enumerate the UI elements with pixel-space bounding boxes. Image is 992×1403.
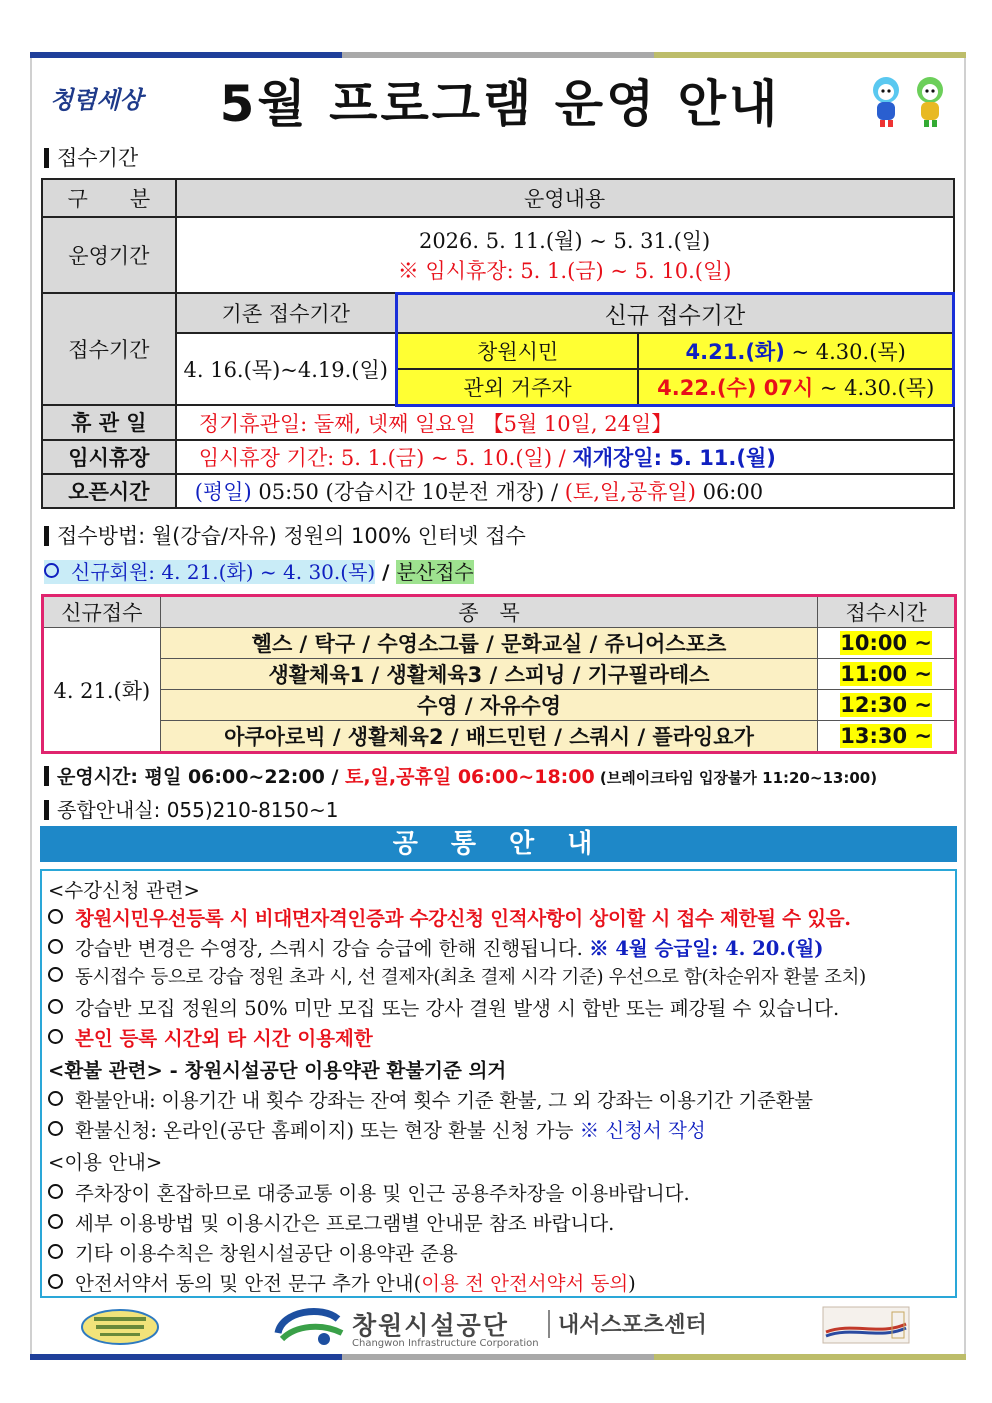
reg-time xyxy=(818,628,956,659)
section-bullet xyxy=(44,800,49,820)
citizen-start: 4.21.(화) xyxy=(685,340,785,364)
outside-period xyxy=(638,369,953,405)
registration-table xyxy=(41,178,955,509)
weekend-hours: 토,일,공휴일 06:00~18:00 xyxy=(345,766,595,788)
promotion-date: ※ 4월 승급일: 4. 20.(월) xyxy=(589,937,824,960)
row-citizen: 창원시민 xyxy=(396,333,638,369)
new-head: 신규 접수기간 xyxy=(396,293,953,333)
temp-cell xyxy=(176,440,954,474)
temp-label: 임시휴장 xyxy=(42,440,176,474)
new-member-line xyxy=(44,556,474,585)
weekend-label: (토,일,공휴일) xyxy=(564,479,696,504)
guide-item-text: 본인 등록 시간외 타 시간 이용제한 xyxy=(75,1027,373,1050)
open-label: 오픈시간 xyxy=(42,474,176,508)
closed-label: 휴 관 일 xyxy=(42,405,176,440)
guide-item xyxy=(48,933,823,961)
divider xyxy=(548,1310,550,1338)
open-cell xyxy=(176,474,954,508)
guide-item xyxy=(48,1085,813,1113)
guide-item xyxy=(48,1023,373,1051)
existing-value: 4. 16.(목)~4.19.(일) xyxy=(176,333,397,405)
header-reg-time: 접수시간 xyxy=(818,596,956,628)
integrity-logo xyxy=(50,80,143,115)
citizen-period xyxy=(638,333,953,369)
safety-pledge: 이용 전 안전서약서 동의 xyxy=(421,1272,629,1295)
guide-item-text: 주차장이 혼잡하므로 대중교통 이용 및 인근 공용주차장을 이용바랍니다. xyxy=(75,1182,690,1205)
integrity-logo-text: 청렴세상 xyxy=(50,86,143,114)
reg-date: 4. 21.(화) xyxy=(43,628,161,753)
info-desk-text: 종합안내실: 055)210-8150~1 xyxy=(57,798,339,822)
bullet-icon xyxy=(48,967,63,982)
period-label: 운영기간 xyxy=(42,217,176,293)
outside-start: 4.22.(수) 07시 xyxy=(657,375,814,400)
guide-item xyxy=(48,1178,690,1206)
section-bullet xyxy=(44,766,49,786)
bullet-icon xyxy=(48,1091,63,1106)
guide-item-text: 창원시민우선등록 시 비대면자격인증과 수강신청 인적사항이 상이할 시 접수 제한될 수 있음. xyxy=(75,907,851,930)
weekday-time: 05:50 (강습시간 10분전 개장) / xyxy=(251,479,565,504)
frame-right xyxy=(964,58,966,1354)
org-name-en: Changwon Infrastructure Corporation xyxy=(352,1338,539,1349)
row-outside: 관외 거주자 xyxy=(396,369,638,405)
consumer-seal-icon xyxy=(80,1308,160,1346)
bottom-border xyxy=(30,1354,966,1360)
guide-item xyxy=(48,1238,458,1266)
existing-head: 기존 접수기간 xyxy=(176,293,397,333)
new-member-text: 신규회원: 4. 21.(화) ~ 4. 30.(목) xyxy=(71,560,376,584)
bullet-icon xyxy=(44,563,59,578)
weekday-hours: 운영시간: 평일 06:00~22:00 / xyxy=(57,766,345,788)
separator: / xyxy=(375,560,397,584)
bullet-icon xyxy=(48,909,63,924)
section-registration-method xyxy=(44,520,526,550)
header-program: 종 목 xyxy=(160,596,818,628)
top-border xyxy=(30,52,966,58)
guide-item xyxy=(48,903,851,931)
reg-label: 접수기간 xyxy=(42,293,176,405)
bullet-icon xyxy=(48,1184,63,1199)
outside-end: ~ 4.30.(목) xyxy=(813,375,935,400)
reg-time xyxy=(818,690,956,721)
new-member-period xyxy=(44,560,375,584)
frame-left xyxy=(30,58,32,1354)
reg-time xyxy=(818,659,956,690)
sub-heading: <환불 관련> - 창원시설공단 이용약관 환불기준 의거 xyxy=(48,1059,507,1082)
guide-item-text: ) xyxy=(628,1272,636,1295)
bullet-icon xyxy=(48,1121,63,1136)
guide-item-text: 기타 이용수칙은 창원시설공단 이용약관 준용 xyxy=(75,1242,458,1265)
header-category: 구 분 xyxy=(42,179,176,217)
section-registration-period xyxy=(44,142,138,172)
program-row: 생활체육1 / 생활체육3 / 스피닝 / 기구필라테스 xyxy=(160,659,818,690)
section-bullet xyxy=(44,148,49,168)
break-time: (브레이크타임 입장불가 11:20~13:00) xyxy=(594,769,878,787)
guide-item-text: 강습반 모집 정원의 50% 미만 모집 또는 강사 결원 발생 시 합반 또는 폐강될 수 있습니다. xyxy=(75,997,840,1020)
reg-time-value: 12:30 ~ xyxy=(840,693,933,717)
page-title: 5월 프로그램 운영 안내 xyxy=(219,75,781,133)
guide-item-text: 환불안내: 이용기간 내 횟수 강좌는 잔여 횟수 기준 환불, 그 외 강좌는 이용기간 기준환불 xyxy=(75,1089,813,1112)
operating-hours xyxy=(44,762,877,789)
reopen-date: 재개장일: 5. 11.(월) xyxy=(572,445,776,470)
section-label: 접수기간 xyxy=(57,146,139,170)
header-content: 운영내용 xyxy=(176,179,954,217)
certificate-badge-icon xyxy=(822,1306,910,1344)
citizen-end: ~ 4.30.(목) xyxy=(784,340,906,364)
temp-period: 임시휴장 기간: 5. 1.(금) ~ 5. 10.(일) / xyxy=(198,445,573,470)
org-name: 창원시설공단 xyxy=(352,1311,509,1340)
bullet-icon xyxy=(48,1029,63,1044)
program-row: 아쿠아로빅 / 생활체육2 / 배드민턴 / 스쿼시 / 플라잉요가 xyxy=(160,721,818,753)
bullet-icon xyxy=(48,1214,63,1229)
guide-item-text: 동시접수 등으로 강습 정원 초과 시, 선 결제자(최초 결제 시각 기준) 우선으로 함(차순위자 환불 조치) xyxy=(75,967,866,988)
period-value: 2026. 5. 11.(월) ~ 5. 31.(일) xyxy=(418,228,711,253)
guide-item-text: 세부 이용방법 및 이용시간은 프로그램별 안내문 참조 바랍니다. xyxy=(75,1212,615,1235)
reg-time-value: 13:30 ~ xyxy=(840,724,933,748)
sub-heading: <이용 안내> xyxy=(48,1151,163,1174)
header-new-reg: 신규접수 xyxy=(43,596,161,628)
reg-time xyxy=(818,721,956,753)
program-row: 헬스 / 탁구 / 수영소그룹 / 문화교실 / 쥬니어스포츠 xyxy=(160,628,818,659)
period-cell xyxy=(176,217,954,293)
sub-heading: <수강신청 관련> xyxy=(48,879,200,902)
reg-time-value: 10:00 ~ xyxy=(840,631,933,655)
center-name: 내서스포츠센터 xyxy=(558,1313,707,1338)
weekday-label: (평일) xyxy=(194,479,252,504)
reg-time-value: 11:00 ~ xyxy=(840,662,933,686)
guide-item xyxy=(48,1208,614,1236)
guide-item xyxy=(48,963,866,989)
guide-item-text: 환불신청: 온라인(공단 홈페이지) 또는 현장 환불 신청 가능 xyxy=(75,1119,580,1142)
section-bullet xyxy=(44,526,49,546)
new-registration-table xyxy=(41,594,957,754)
section-label: 접수방법: 월(강습/자유) 정원의 100% 인터넷 접수 xyxy=(57,524,526,548)
corporation-logo-icon xyxy=(272,1303,348,1349)
weekend-time: 06:00 xyxy=(695,479,764,504)
period-note: ※ 임시휴장: 5. 1.(금) ~ 5. 10.(일) xyxy=(397,258,732,283)
form-note: ※ 신청서 작성 xyxy=(579,1119,706,1142)
mascot-icon xyxy=(860,72,956,128)
bullet-icon xyxy=(48,1274,63,1289)
closed-value: 정기휴관일: 둘째, 넷째 일요일 【5월 10일, 24일】 xyxy=(176,405,954,440)
bullet-icon xyxy=(48,1244,63,1259)
guide-item xyxy=(48,993,839,1021)
guide-item-text: 안전서약서 동의 및 안전 문구 추가 안내( xyxy=(75,1272,422,1295)
common-guide-title: 공 통 안 내 xyxy=(40,826,957,862)
bullet-icon xyxy=(48,999,63,1014)
distributed-reg: 분산접수 xyxy=(396,560,474,584)
info-desk xyxy=(44,794,338,823)
program-row: 수영 / 자유수영 xyxy=(160,690,818,721)
guide-item-text: 강습반 변경은 수영장, 스쿼시 강습 승급에 한해 진행됩니다. xyxy=(75,937,590,960)
bullet-icon xyxy=(48,939,63,954)
guide-item xyxy=(48,1115,706,1143)
guide-item xyxy=(48,1268,636,1296)
